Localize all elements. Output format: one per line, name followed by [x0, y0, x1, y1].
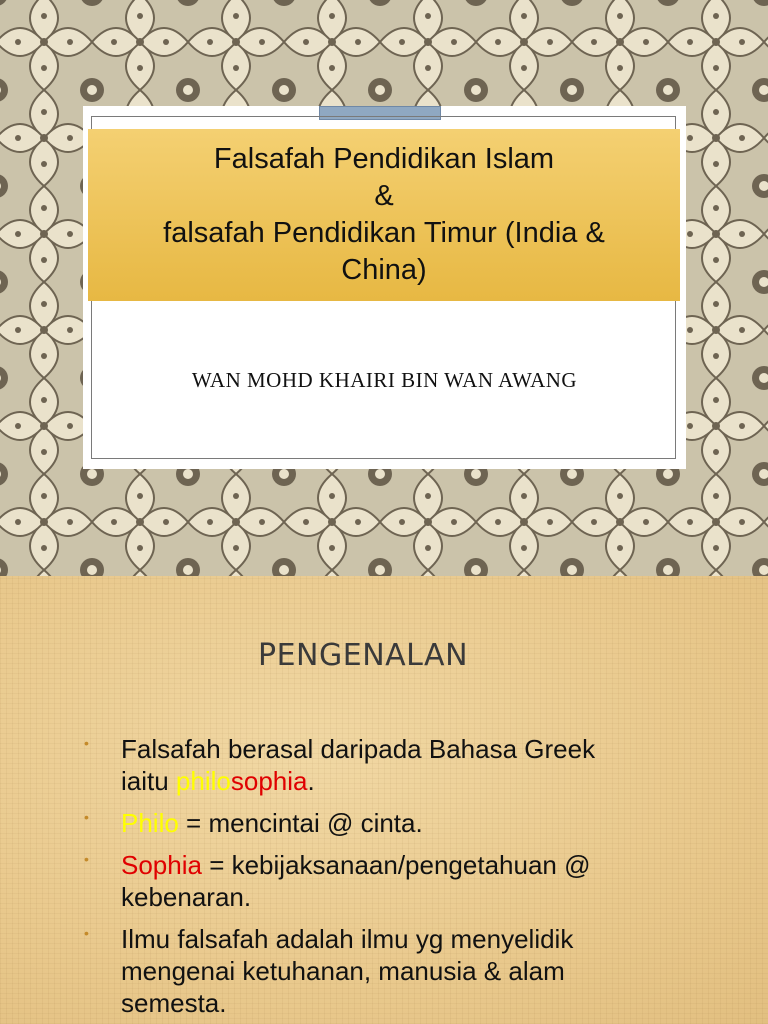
slide-heading: PENGENALAN	[258, 638, 469, 673]
philo-term: Philo	[121, 808, 179, 838]
title-line-4: China)	[341, 254, 427, 286]
bullet-1-line-1: Falsafah berasal daripada Bahasa Greek	[121, 734, 596, 764]
bullet-icon: •	[84, 735, 89, 751]
philo-highlight: philo	[175, 766, 231, 796]
author-name: WAN MOHD KHAIRI BIN WAN AWANG	[191, 368, 578, 392]
bullet-4-line-2: mengenai ketuhanan, manusia & alam	[121, 956, 565, 986]
bullet-4-line-3: semesta.	[121, 988, 227, 1018]
title-card	[83, 106, 686, 469]
introduction-slide	[0, 576, 768, 1024]
bullet-text-4	[121, 923, 761, 1019]
title-card-frame	[91, 116, 676, 459]
bullet-icon: •	[84, 809, 89, 825]
bullet-icon: •	[84, 851, 89, 867]
bullet-text-3	[121, 849, 761, 913]
bullet-1-period: .	[307, 766, 315, 796]
bullet-icon: •	[84, 925, 89, 941]
sophia-highlight: sophia	[230, 766, 308, 796]
bullet-text-2	[121, 807, 761, 839]
title-line-2: &	[374, 180, 394, 212]
bullet-1-prefix: iaitu	[121, 766, 176, 796]
bullet-4-line-1: Ilmu falsafah adalah ilmu yg menyelidik	[121, 924, 574, 954]
title-band	[88, 129, 680, 301]
sophia-definition: = kebijaksanaan/pengetahuan @	[201, 850, 591, 880]
bullet-3-line-2: kebenaran.	[121, 882, 252, 912]
sophia-term: Sophia	[121, 850, 202, 880]
philo-definition: = mencintai @ cinta.	[178, 808, 423, 838]
title-line-1: Falsafah Pendidikan Islam	[213, 143, 555, 175]
title-line-3: falsafah Pendidikan Timur (India &	[163, 217, 605, 249]
bullet-text-1	[121, 733, 761, 797]
